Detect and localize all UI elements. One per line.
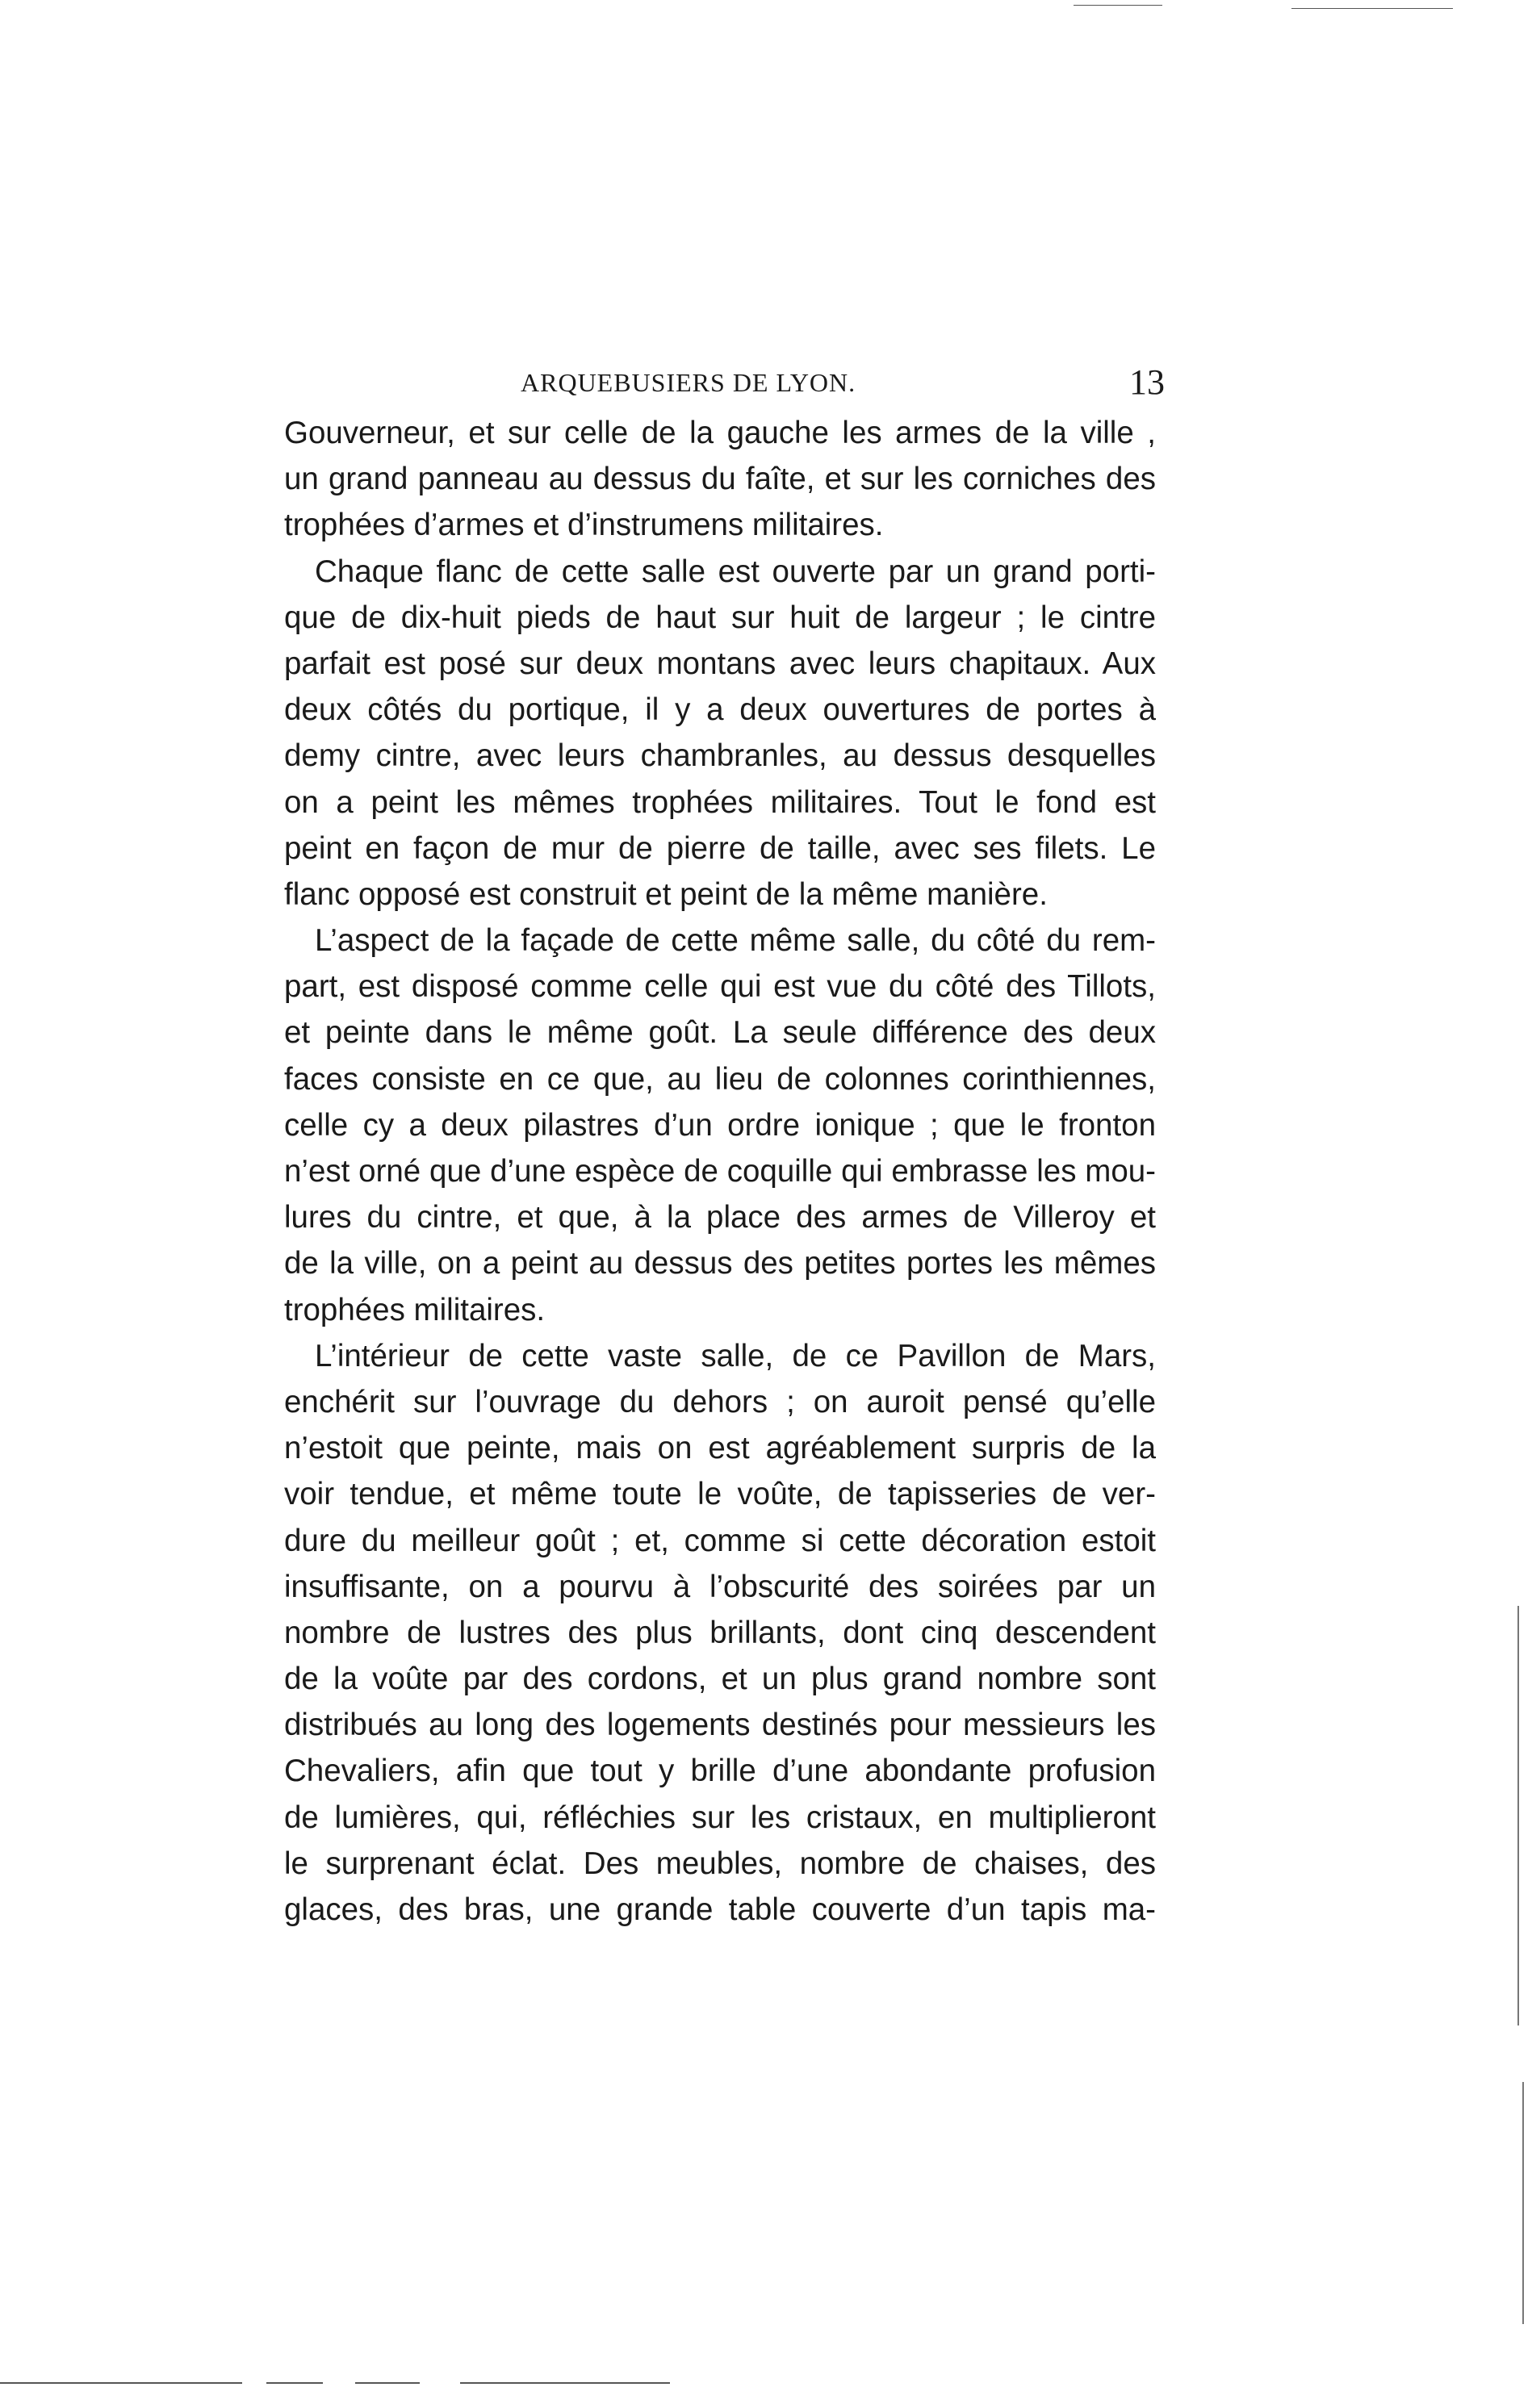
text-line: celle cy a deux pilastres d’un ordre ionique ; que le fronton [284, 1107, 1156, 1143]
running-header [287, 362, 1181, 410]
text-line: Gouverneur, et sur celle de la gauche les armes de la ville , [284, 416, 1156, 450]
text-line: L’aspect de la façade de cette même salle, du côté du rem- [315, 923, 1156, 959]
body-text [284, 410, 1156, 1933]
text-line: de lumières, qui, réfléchies sur les cristaux, en multiplieront [284, 1800, 1156, 1835]
top-edge-line [1291, 8, 1453, 9]
text-line: n’estoit que peinte, mais on est agréablement surpris de la [284, 1431, 1156, 1466]
text-line: insuffisante, on a pourvu à l’obscurité des soirées par un [284, 1569, 1156, 1604]
text-line: Chevaliers, afin que tout y brille d’une abondante profusion [284, 1754, 1156, 1789]
text-line: nombre de lustres des plus brillants, dont cinq descendent [284, 1615, 1156, 1650]
text-line: dure du meilleur goût ; et, comme si cette décoration estoit [284, 1523, 1156, 1558]
bottom-edge-line [460, 2382, 670, 2384]
text-line: flanc opposé est construit et peint de la même manière. [284, 876, 1048, 912]
text-line: lures du cintre, et que, à la place des armes de Villeroy et [284, 1200, 1156, 1235]
text-line: trophées d’armes et d’instrumens militaires. [284, 508, 884, 543]
text-line: part, est disposé comme celle qui est vue du côté des Tillots, [284, 969, 1156, 1005]
text-line: trophées militaires. [284, 1292, 546, 1327]
text-line: on a peint les mêmes trophées militaires. Tout le fond est [284, 784, 1156, 820]
text-line: deux côtés du portique, il y a deux ouvertures de portes à [284, 692, 1156, 728]
page-number: 13 [1129, 362, 1165, 402]
right-edge-mark [1517, 1606, 1519, 2025]
text-line: n’est orné que d’une espèce de coquille qui embrasse les mou- [284, 1154, 1156, 1189]
text-line: peint en façon de mur de pierre de taille, avec ses filets. Le [284, 830, 1156, 866]
top-edge-line [1074, 5, 1162, 6]
text-line: distribués au long des logements destinés pour messieurs les [284, 1708, 1156, 1743]
text-line: voir tendue, et même toute le voûte, de tapisseries de ver- [284, 1477, 1156, 1512]
text-line: un grand panneau au dessus du faîte, et sur les corniches des [284, 462, 1156, 497]
text-line: glaces, des bras, une grande table couverte d’un tapis ma- [284, 1892, 1156, 1927]
bottom-edge-line [266, 2382, 323, 2384]
text-line: L’intérieur de cette vaste salle, de ce Pavillon de Mars, [315, 1338, 1156, 1373]
running-title: ARQUEBUSIERS DE LYON. [521, 368, 856, 397]
text-line: enchérit sur l’ouvrage du dehors ; on auroit pensé qu’elle [284, 1384, 1156, 1419]
text-line: de la ville, on a peint au dessus des petites portes les mêmes [284, 1246, 1156, 1281]
text-line: le surprenant éclat. Des meubles, nombre de chaises, des [284, 1846, 1156, 1881]
right-edge-mark [1522, 2082, 1524, 2324]
text-line: Chaque flanc de cette salle est ouverte par un grand porti- [315, 554, 1156, 589]
bottom-edge-line [355, 2382, 420, 2384]
text-line: faces consiste en ce que, au lieu de colonnes corinthiennes, [284, 1061, 1156, 1097]
text-line: et peinte dans le même goût. La seule différence des deux [284, 1015, 1156, 1051]
text-line: parfait est posé sur deux montans avec leurs chapitaux. Aux [284, 646, 1156, 681]
text-line: que de dix-huit pieds de haut sur huit de largeur ; le cintre [284, 600, 1156, 635]
text-line: demy cintre, avec leurs chambranles, au dessus desquelles [284, 738, 1156, 774]
bottom-edge-line [0, 2382, 242, 2384]
text-line: de la voûte par des cordons, et un plus grand nombre sont [284, 1662, 1156, 1697]
